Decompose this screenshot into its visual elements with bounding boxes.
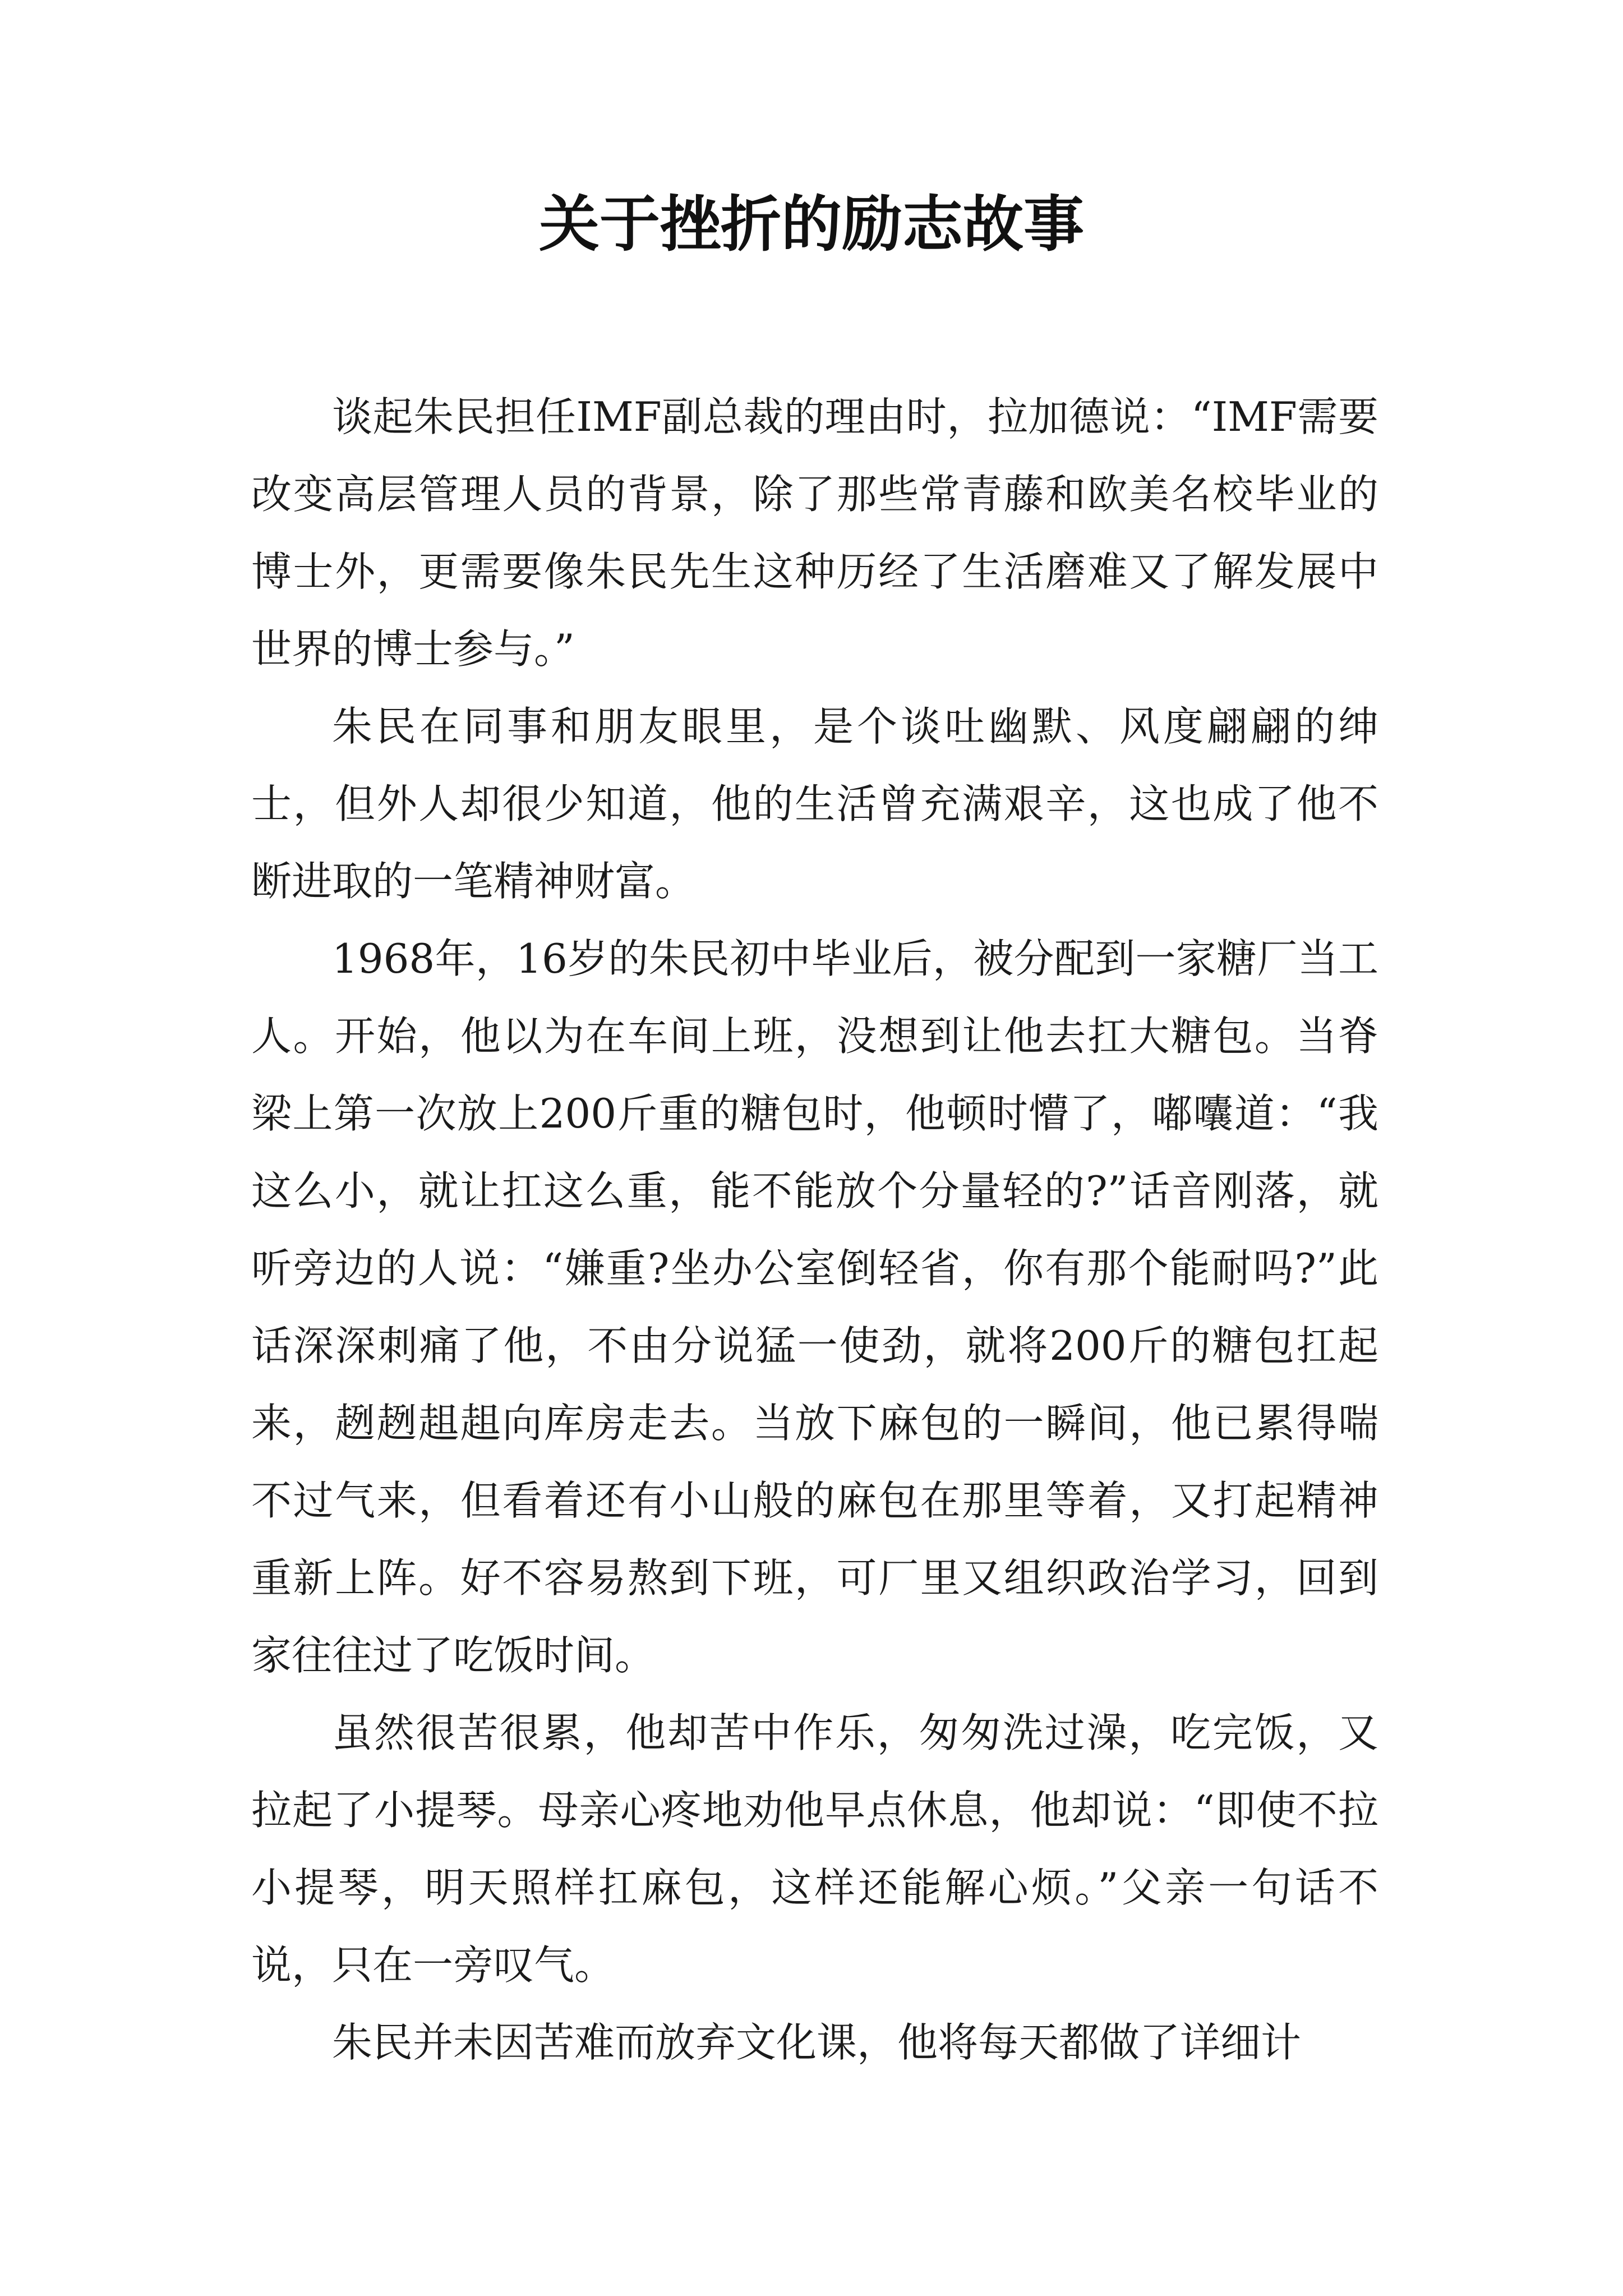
paragraph: 1968年，16岁的朱民初中毕业后，被分配到一家糖厂当工人。开始，他以为在车间上班，没想到让他去扛大糖包。当脊梁上第一次放上200斤重的糖包时，他顿时懵了，嘟囔道：“我这么小，就让扛这么重，能不能放个分量轻的?”话音刚落，就听旁边的人说：“嫌重?坐办公室倒轻省，你有那个能耐吗?”此话深深刺痛了他，不由分说猛一使劲，就将200斤的糖包扛起来，趔趔趄趄向库房走去。当放下麻包的一瞬间，他已累得喘不过气来，但看着还有小山般的麻包在那里等着，又打起精神重新上阵。好不容易熬到下班，可厂里又组织政治学习，回到家往往过了吃饭时间。 [251, 935, 1378, 1679]
document-title: 关于挫折的励志故事 [538, 189, 1084, 260]
paragraph: 朱民在同事和朋友眼里，是个谈吐幽默、风度翩翩的绅士，但外人却很少知道，他的生活曾充满艰辛，这也成了他不断进取的一笔精神财富。 [251, 703, 1378, 905]
paragraph: 谈起朱民担任IMF副总裁的理由时，拉加德说：“IMF需要改变高层管理人员的背景，除了那些常青藤和欧美名校毕业的博士外，更需要像朱民先生这种历经了生活磨难又了解发展中世界的博士参与。” [251, 393, 1378, 673]
document-body [251, 378, 1378, 2081]
paragraph: 虽然很苦很累，他却苦中作乐，匆匆洗过澡，吃完饭，又拉起了小提琴。母亲心疼地劝他早点休息，他却说：“即使不拉小提琴，明天照样扛麻包，这样还能解心烦。”父亲一句话不说，只在一旁叹气。 [251, 1709, 1378, 1989]
paragraph: 朱民并未因苦难而放弃文化课，他将每天都做了详细计 [332, 2019, 1302, 2066]
